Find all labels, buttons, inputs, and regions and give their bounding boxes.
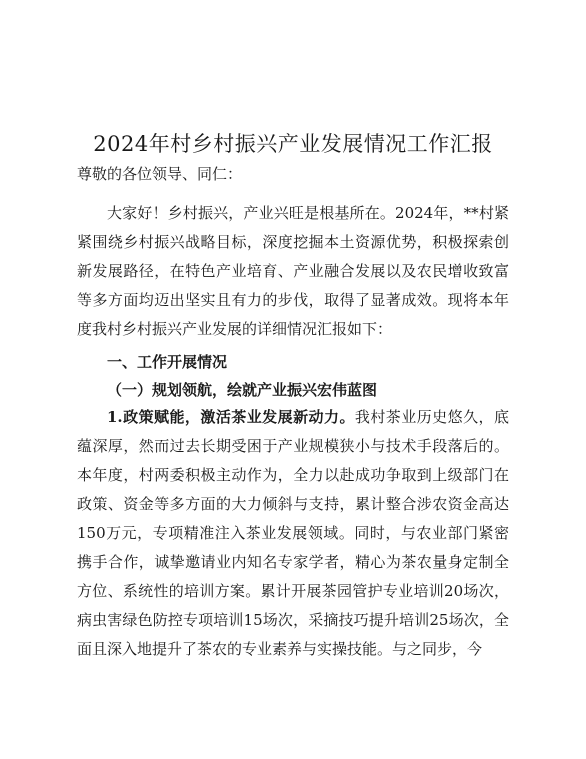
salutation: 尊敬的各位领导、同仁： [77,165,243,183]
subsection-heading-planning: （一）规划领航，绘就产业振兴宏伟蓝图 [107,381,378,399]
section-heading-work-status: 一、工作开展情况 [107,353,228,371]
intro-paragraph [77,199,509,344]
policy-paragraph [77,403,509,664]
policy-paragraph-text [77,403,509,664]
policy-paragraph-body: 我村茶业历史悠久，底蕴深厚，然而过去长期受困于产业规模狭小与技术手段落后的。本年度，村两委积极主动作为，全力以赴成功争取到上级部门在政策、资金等多方面的大力倾斜与支持，累计整合涉农资金高达150万元，专项精准注入茶业发展领域。同时，与农业部门紧密携手合作，诚挚邀请业内知名专家学者，精心为茶农量身定制全方位、系统性的培训方案。累计开展茶园管护专业培训20场次，病虫害绿色防控专项培训15场次，采摘技巧提升培训25场次，全面且深入地提升了茶农的专业素养与实操技能。与之同步，今 [77,408,509,658]
intro-paragraph-text: 大家好！乡村振兴，产业兴旺是根基所在。2024年，**村紧紧围绕乡村振兴战略目标，深度挖掘本土资源优势，积极探索创新发展路径，在特色产业培育、产业融合发展以及农民增收致富等多方面均迈出坚实且有力的步伐，取得了显著成效。现将本年度我村乡村振兴产业发展的详细情况汇报如下： [77,204,509,338]
document-title: 2024年村乡村振兴产业发展情况工作汇报 [93,132,493,156]
policy-paragraph-lead: 1.政策赋能，激活茶业发展新动力。 [107,408,355,426]
